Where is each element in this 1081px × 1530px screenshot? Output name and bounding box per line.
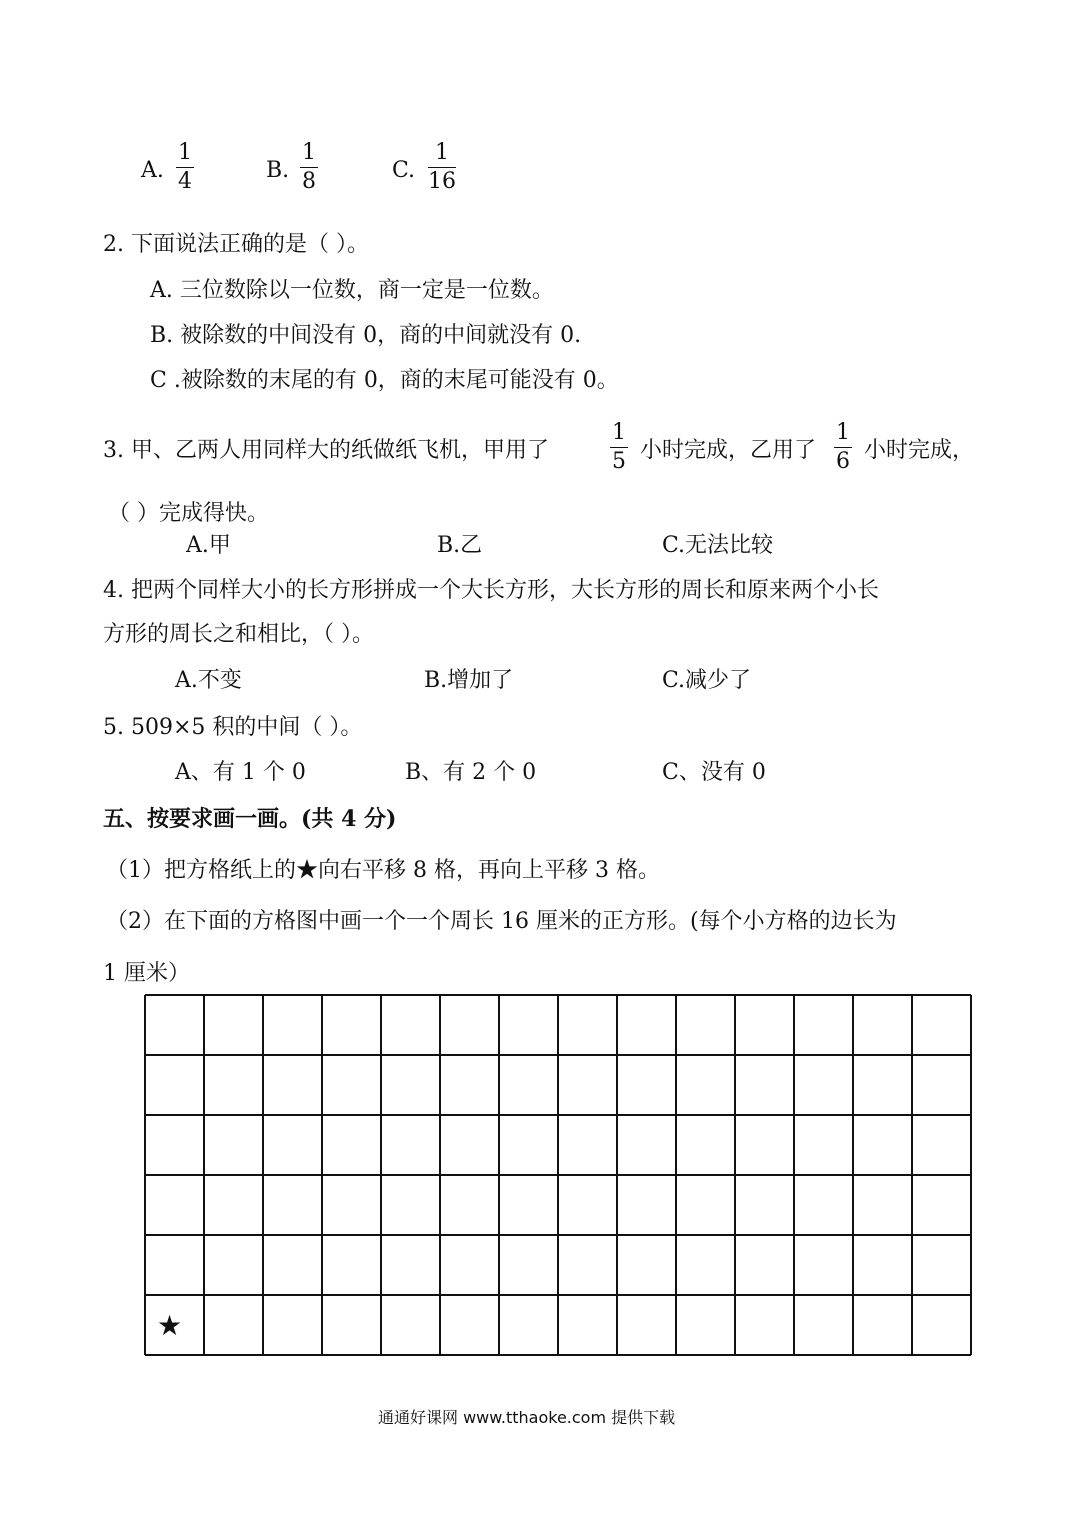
q5-option-b: B、有 2 个 0	[405, 760, 537, 785]
grid-paper[interactable]	[144, 994, 974, 1358]
q2-stem: 2. 下面说法正确的是（ ）。	[103, 232, 369, 257]
q5-option-c: C、没有 0	[662, 760, 766, 785]
q3-text-part1: 3. 甲、乙两人用同样大的纸做纸飞机，甲用了	[103, 438, 549, 463]
q2-option-b: B. 被除数的中间没有 0，商的中间就没有 0.	[150, 323, 582, 348]
q3-text-part3: 小时完成，	[864, 438, 975, 463]
q4-option-a: A.不变	[175, 668, 242, 693]
star-icon: ★	[156, 1309, 183, 1342]
q3-text-part2: 小时完成，乙用了	[640, 438, 817, 463]
q1-option-a-letter: A.	[141, 158, 164, 183]
section5-item1: （1）把方格纸上的★向右平移 8 格，再向上平移 3 格。	[106, 858, 660, 883]
q4-option-c: C.减少了	[662, 668, 752, 693]
section5-title: 五、按要求画一画。(共 4 分)	[103, 806, 397, 832]
q3-option-a: A.甲	[186, 533, 231, 558]
q2-option-c: C .被除数的末尾的有 0，商的末尾可能没有 0。	[150, 368, 619, 393]
q4-line2: 方形的周长之和相比，（ ）。	[103, 622, 374, 647]
q1-option-b-fraction: $\frac{1}{8}$	[302, 140, 316, 194]
q4-option-b: B.增加了	[424, 668, 514, 693]
q2-option-a: A. 三位数除以一位数，商一定是一位数。	[150, 278, 554, 303]
q3-fraction-1: $\frac{1}{5}$	[612, 420, 626, 474]
q3-option-b: B.乙	[437, 533, 483, 558]
section5-item2-line2: 1 厘米）	[103, 961, 190, 986]
q4-line1: 4. 把两个同样大小的长方形拼成一个大长方形，大长方形的周长和原来两个小长	[103, 578, 879, 603]
q5-stem: 5. 509×5 积的中间（ ）。	[103, 715, 363, 740]
q1-option-a-fraction: $\frac{1}{4}$	[178, 140, 192, 194]
q3-option-c: C.无法比较	[662, 533, 774, 558]
section5-item2-line1: （2）在下面的方格图中画一个一个周长 16 厘米的正方形。(每个小方格的边长为	[106, 909, 897, 934]
footer-text: 通通好课网 www.tthaoke.com 提供下载	[378, 1408, 676, 1427]
q1-option-b-letter: B.	[266, 158, 290, 183]
q3-fraction-2: $\frac{1}{6}$	[836, 420, 850, 474]
q1-option-c-fraction: $\frac{1}{16}$	[428, 140, 456, 194]
q1-option-c-letter: C.	[392, 158, 416, 183]
q3-line2: （ ）完成得快。	[108, 501, 269, 526]
q5-option-a: A、有 1 个 0	[175, 760, 306, 785]
